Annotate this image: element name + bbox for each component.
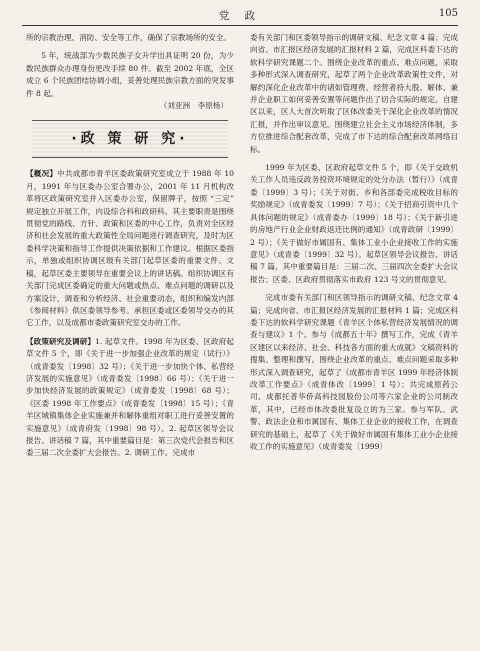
research-1999-paragraph: 完成市委有关部门和区领导指示的调研文稿、纪念文章 4 篇；完成向省、市汇报区经济发展的汇报材料 1 篇；完成区科委下达的软科学研究课题《青羊区个体私营经济发展情况的调查与建议》1 个。参与《成都五十年》撰写工作，完成《青羊区建区以来经济、社会、科技各方面的重大成就》文稿资料的搜集、整理和撰写。围绕企业改革的重点、难点问题采取多种形式深入调查研究，起草了《成都市青羊区 1999 年经济体制改革工作要点》（成青体改〔1999〕1 号）；共完成原药公司、成都托普华侨高科技园股份公司等六家企业的公司制改革，其中，已经市体改委批复设立的为三家。参与军队、武警、政法企业和市属国有、集体工业企业的接收工作，在调查研究的基础上，起草了《关于做好市属国有集体工业小企业接收工作的实施意见》（成青委发〔1999〕 [250, 293, 458, 451]
united-front-paragraph: 5 年，统战部为少数民族子女升学出具证明 20 份，为少数民族群众办理身份更改手续 80 件。截至 2002 年底，全区成立 6 个民族团结协调小组，妥善处理民族宗教方面的突发事件 8 起。 [26, 51, 234, 98]
overview-paragraph [26, 168, 234, 329]
section-banner-title: ·政 策 研 究· [71, 131, 189, 148]
header-rule [22, 25, 458, 26]
section-banner [32, 120, 228, 158]
overview-text: 中共成都市青羊区委政策研究室成立于 1988 年 10 月，1991 年与区委办公室合署办公，2001 年 11 月机构改革将区政策研究室并入区委办公室，保留牌子，按照 “三定” 规定独立开展工作，内设综合科和政研科。其主要职责是围绕贯彻党的路线、方针、政策和区委的中心工作，负责对全区经济和社会发展的重大政策性全局问题进行调查研究，及时为区委科学决策和指导工作提供决策依据和工作建议。根据区委指示，单独或组织协调区级有关部门起草区委的重要文件、文稿，起草区委主要领导在重要会议上的讲话稿。组织协调区有关部门完成区委确定的重大问题或热点、难点问题的调研以及方案设计，调查和分析经济、社会重要动态，组织和编发内部《参阅材料》供区委领导参考。承担区委或区委领导交办的其它工作，以及成都市委政策研究室交办的工作。 [26, 169, 235, 328]
intro-paragraph: 所的宗教治理、消防、安全等工作，确保了宗教场所的安全。 [26, 33, 232, 42]
right-column [250, 32, 458, 453]
overview-tag: 【概况】 [26, 169, 58, 179]
author-signature: （刘亚洲 李原杨） [159, 101, 228, 111]
year-1999-paragraph: 1999 年为区委、区政府起草文件 5 个，即《关于交政机关工作人员违反政务投资环境规定的处分办法（暂行）》（成青委〔1999〕3 号）；《关于对街、乡和各部委完成税收目标的奖励规定》（成青委发〔1999〕7 号）；《关于招商引资中几个具体问题的规定》（成青委办〔1999〕18 号）；《关于新引进的房地产行业企业财政返还比例的通知》（成青政研〔1999〕2 号）；《关于做好市属国有、集体工业小企业接收工作的实施意见》（成青委〔1999〕32 号）。起草区领导会议报告、讲话稿 7 篇，其中重要篇目是：三届二次、三届四次全委扩大会议报告；区委、区政府贯彻落实市政府 123 号文的贯彻意见。 [250, 163, 458, 284]
left-column [26, 32, 234, 460]
policy-research-paragraph [26, 336, 234, 460]
policy-research-text: 1. 起草文件。1998 年为区委、区政府起草文件 5 个，即《关于进一步加强企业改革的规定（试行）》（成青委发〔1998〕32 号）；《关于进一步加快个体、私营经济发展的实施意见》（成青委发〔1998〕66 号）；《关于进一步加快经济发展的政策规定》（成青委发〔1998〕68 号）；《区委 1998 年工作要点》（成青委发〔1998〕15 号）；《青羊区城镇集体企业实施兼并和解体重组对职工进行妥善安置的实施意见》（成青府发〔1998〕98 号）。2. 起草区领导会议报告、讲话稿 7 篇，其中重要篇目是：第三次党代会报告和区委三届二次全委扩大会报告。2. 调研工作。完成市 [26, 336, 234, 458]
page-number: 105 [438, 8, 458, 19]
research-report-paragraph: 委有关部门和区委领导指示的调研文稿、纪念文章 4 篇；完成向省、市汇报区经济发展的汇报材料 2 篇，完成区科委下达的软科学研究课题二个。围绕企业改革的重点、难点问题，采取多种形式深入调查研究，起草了两个企业改革政策性文件，对解约深化企业改革中的诸如管理费、经营者持大股、解体、兼并企业职工如何妥善安置等问题作出了切合实际的规定。自建区以来，区人大首次听取了区体改委关于深化企业改革的情况汇报，并作出审议意见。围绕建立社会主义市场经济体制，多方位推进综合配套改革，完成了市下达的综合配套改革网络目标。 [250, 33, 458, 154]
policy-research-tag: 【政策研究及调研】 [26, 336, 96, 346]
running-title: 党 政 [218, 10, 262, 22]
page-header [22, 8, 458, 24]
